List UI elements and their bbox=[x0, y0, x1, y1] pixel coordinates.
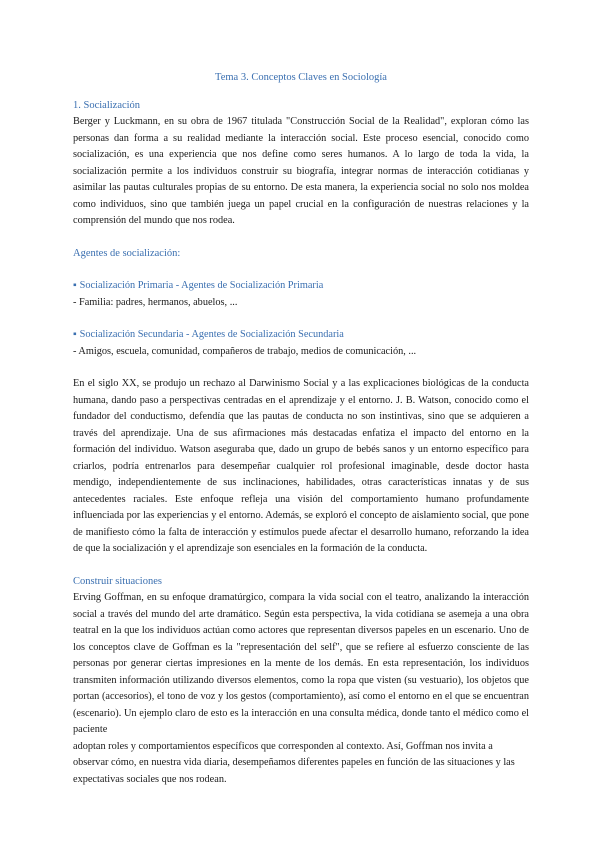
bullet-icon: ▪ bbox=[73, 280, 77, 291]
bullet-icon: ▪ bbox=[73, 329, 77, 340]
spacer bbox=[73, 360, 529, 376]
document-page bbox=[73, 70, 529, 788]
section-heading-socializacion: 1. Socialización bbox=[73, 99, 141, 111]
spacer bbox=[73, 311, 529, 327]
agent-item-primaria bbox=[73, 278, 529, 295]
paragraph-goffman-cont: adoptan roles y comportamientos específicos que corresponden al contexto. Así, Goffman nos invita a observar cómo, en nuestra vida diaria, desempeñamos diferentes papeles en función de las situaciones y las expectativas sociales que nos rodean. bbox=[73, 740, 515, 785]
agent-title: Socialización Secundaria - Agentes de Socialización Secundaria bbox=[79, 329, 344, 340]
spacer bbox=[73, 558, 529, 574]
spacer bbox=[73, 262, 529, 278]
agent-title: Socialización Primaria - Agentes de Socialización Primaria bbox=[79, 280, 324, 291]
agents-heading: Agentes de socialización: bbox=[73, 247, 181, 259]
paragraph-socializacion: Berger y Luckmann, en su obra de 1967 titulada "Construcción Social de la Realidad", exploran cómo las personas dan forma a su realidad mediante la interacción social. Este proceso esencial, conocido como socialización, es una experiencia que nos define como seres humanos. A lo largo de toda la vida, la socialización permite a los individuos construir su biografía, integrar normas de interacción cotidianas y asimilar las pautas culturales propias de su entorno. De esta manera, la experiencia social no solo nos moldea como individuos, sino que también juega un papel crucial en la configuración de nuestras relaciones y la comprensión del mundo que nos rodea. bbox=[73, 116, 529, 226]
section-heading-construir: Construir situaciones bbox=[73, 575, 162, 587]
agent-detail: - Familia: padres, hermanos, abuelos, ... bbox=[73, 296, 238, 308]
paragraph-watson: En el siglo XX, se produjo un rechazo al Darwinismo Social y a las explicaciones biológicas de la conducta humana, dando paso a perspectivas centradas en el aprendizaje y el entorno. J. B. Watson, conocido como el fundador del conductismo, defendía que las pautas de conducta no son instintivas, sino que se adquieren a través del aprendizaje. Una de sus afirmaciones más destacadas enfatiza el impacto del entorno en la formación del individuo. Watson aseguraba que, dado un grupo de bebés sanos y un entorno específico para criarlos, podría entrenarlos para desempeñar cualquier rol profesional imaginable, desde doctor hasta mendigo, independientemente de sus inclinaciones, habilidades, otras características innatas y de sus antecedentes raciales. Este enfoque refleja una visión del comportamiento humano profundamente influenciada por las experiencias y el entorno. Además, se exploró el concepto de aislamiento social, que pone de manifiesto cómo la falta de interacción y estímulos puede afectar el desarrollo humano, reforzando la idea de que la socialización y el aprendizaje son esenciales en la formación de la conducta. bbox=[73, 378, 529, 554]
page-title: Tema 3. Conceptos Claves en Sociología bbox=[215, 72, 387, 83]
paragraph-goffman: Erving Goffman, en su enfoque dramatúrgico, compara la vida social con el teatro, analizando la interacción social a través del mundo del arte dramático. Según esta perspectiva, la vida cotidiana se asemeja a una obra teatral en la que los individuos actúan como actores que representan diversos papeles en un escenario. Uno de los conceptos clave de Goffman es la "representación del self", que se refiere al esfuerzo consciente de las personas por generar ciertas impresiones en la mente de los demás. En esta representación, los individuos transmiten información utilizando diversos elementos, como la ropa que visten (su vestuario), los objetos que portan (accesorios), el tono de voz y los gestos (comportamiento), así como el entorno en el que se encuentran (escenario). Un ejemplo claro de esto es la interacción en una consulta médica, donde tanto el médico como el paciente bbox=[73, 592, 529, 735]
spacer bbox=[73, 230, 529, 246]
agent-detail: - Amigos, escuela, comunidad, compañeros de trabajo, medios de comunicación, ... bbox=[73, 345, 417, 357]
agent-item-secundaria bbox=[73, 327, 529, 344]
